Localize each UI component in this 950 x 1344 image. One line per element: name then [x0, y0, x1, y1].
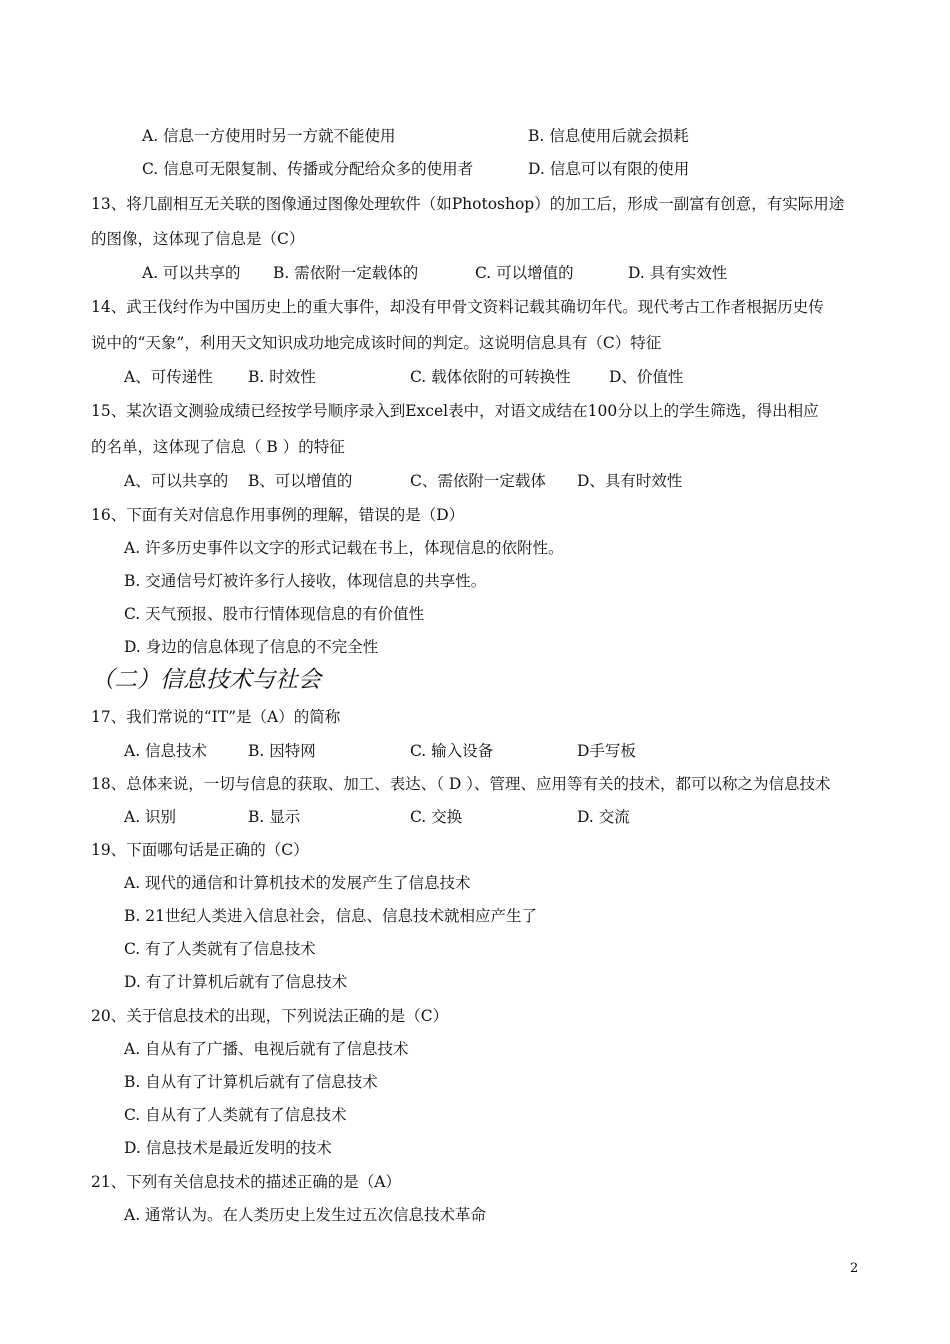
- q13-option-a: A. 可以共享的: [142, 264, 241, 282]
- q15-option-d: D、具有时效性: [577, 472, 683, 490]
- q19-option-c: C. 有了人类就有了信息技术: [124, 940, 316, 958]
- q18-option-c: C. 交换: [410, 808, 463, 826]
- q13-option-b: B. 需依附一定载体的: [273, 264, 419, 282]
- q15-option-a: A、可以共享的: [124, 472, 229, 490]
- page-number: 2: [850, 1261, 859, 1276]
- q15-option-c: C、需依附一定载体: [410, 472, 546, 490]
- q15-text-line2: 的名单，这体现了信息（ B ）的特征: [91, 438, 345, 456]
- q20-option-a: A. 自从有了广播、电视后就有了信息技术: [124, 1040, 409, 1058]
- q14-option-b: B. 时效性: [248, 368, 316, 386]
- q19-option-a: A. 现代的通信和计算机技术的发展产生了信息技术: [124, 874, 471, 892]
- q18-option-a: A. 识别: [124, 808, 177, 826]
- q15-option-b: B、可以增值的: [248, 472, 353, 490]
- q17-option-d: D手写板: [577, 742, 636, 760]
- q14-option-a: A、可传递性: [124, 368, 213, 386]
- q12-option-a: A. 信息一方使用时另一方就不能使用: [142, 127, 396, 145]
- q12-option-d: D. 信息可以有限的使用: [528, 160, 690, 178]
- q13-text-line2: 的图像，这体现了信息是（C）: [91, 230, 305, 248]
- q18-text: 18、总体来说，一切与信息的获取、加工、表达、（ D ）、管理、应用等有关的技术，都可以称之为信息技术: [91, 775, 831, 793]
- q19-option-d: D. 有了计算机后就有了信息技术: [124, 973, 348, 991]
- q12-option-c: C. 信息可无限复制、传播或分配给众多的使用者: [142, 160, 474, 178]
- q17-text: 17、我们常说的“IT”是（A）的简称: [91, 708, 341, 726]
- q12-option-b: B. 信息使用后就会损耗: [528, 127, 689, 145]
- section-heading: （二）信息技术与社会: [91, 667, 321, 693]
- q21-text: 21、下列有关信息技术的描述正确的是（A）: [91, 1173, 401, 1191]
- q15-text-line1: 15、某次语文测验成绩已经按学号顺序录入到Excel表中，对语文成结在100分以上的学生筛选，得出相应: [91, 402, 819, 420]
- q16-option-b: B. 交通信号灯被许多行人接收，体现信息的共享性。: [124, 572, 487, 590]
- q19-text: 19、下面哪句话是正确的（C）: [91, 841, 309, 859]
- q20-option-c: C. 自从有了人类就有了信息技术: [124, 1106, 347, 1124]
- q20-option-d: D. 信息技术是最近发明的技术: [124, 1139, 332, 1157]
- q14-option-c: C. 载体依附的可转换性: [410, 368, 571, 386]
- q13-option-d: D. 具有实效性: [628, 264, 728, 282]
- q17-option-b: B. 因特网: [248, 742, 316, 760]
- q17-option-c: C. 输入设备: [410, 742, 494, 760]
- q21-option-a: A. 通常认为。在人类历史上发生过五次信息技术革命: [124, 1206, 487, 1224]
- q19-option-b: B. 21世纪人类进入信息社会，信息、信息技术就相应产生了: [124, 907, 537, 925]
- q13-option-c: C. 可以增值的: [475, 264, 574, 282]
- q16-option-a: A. 许多历史事件以文字的形式记载在书上，体现信息的依附性。: [124, 539, 564, 557]
- q20-option-b: B. 自从有了计算机后就有了信息技术: [124, 1073, 378, 1091]
- q14-text-line2: 说中的“天象”，利用天文知识成功地完成该时间的判定。这说明信息具有（C）特征: [91, 334, 662, 352]
- q17-option-a: A. 信息技术: [124, 742, 208, 760]
- q13-text-line1: 13、将几副相互无关联的图像通过图像处理软件（如Photoshop）的加工后，形成一副富有创意，有实际用途: [91, 195, 845, 213]
- q16-text: 16、下面有关对信息作用事例的理解，错误的是（D）: [91, 506, 465, 524]
- q18-option-b: B. 显示: [248, 808, 301, 826]
- q16-option-d: D. 身边的信息体现了信息的不完全性: [124, 638, 379, 656]
- q18-option-d: D. 交流: [577, 808, 630, 826]
- q14-option-d: D、价值性: [609, 368, 684, 386]
- q16-option-c: C. 天气预报、股市行情体现信息的有价值性: [124, 605, 425, 623]
- q14-text-line1: 14、武王伐纣作为中国历史上的重大事件，却没有甲骨文资料记载其确切年代。现代考古工作者根据历史传: [91, 298, 824, 316]
- q20-text: 20、关于信息技术的出现，下列说法正确的是（C）: [91, 1007, 449, 1025]
